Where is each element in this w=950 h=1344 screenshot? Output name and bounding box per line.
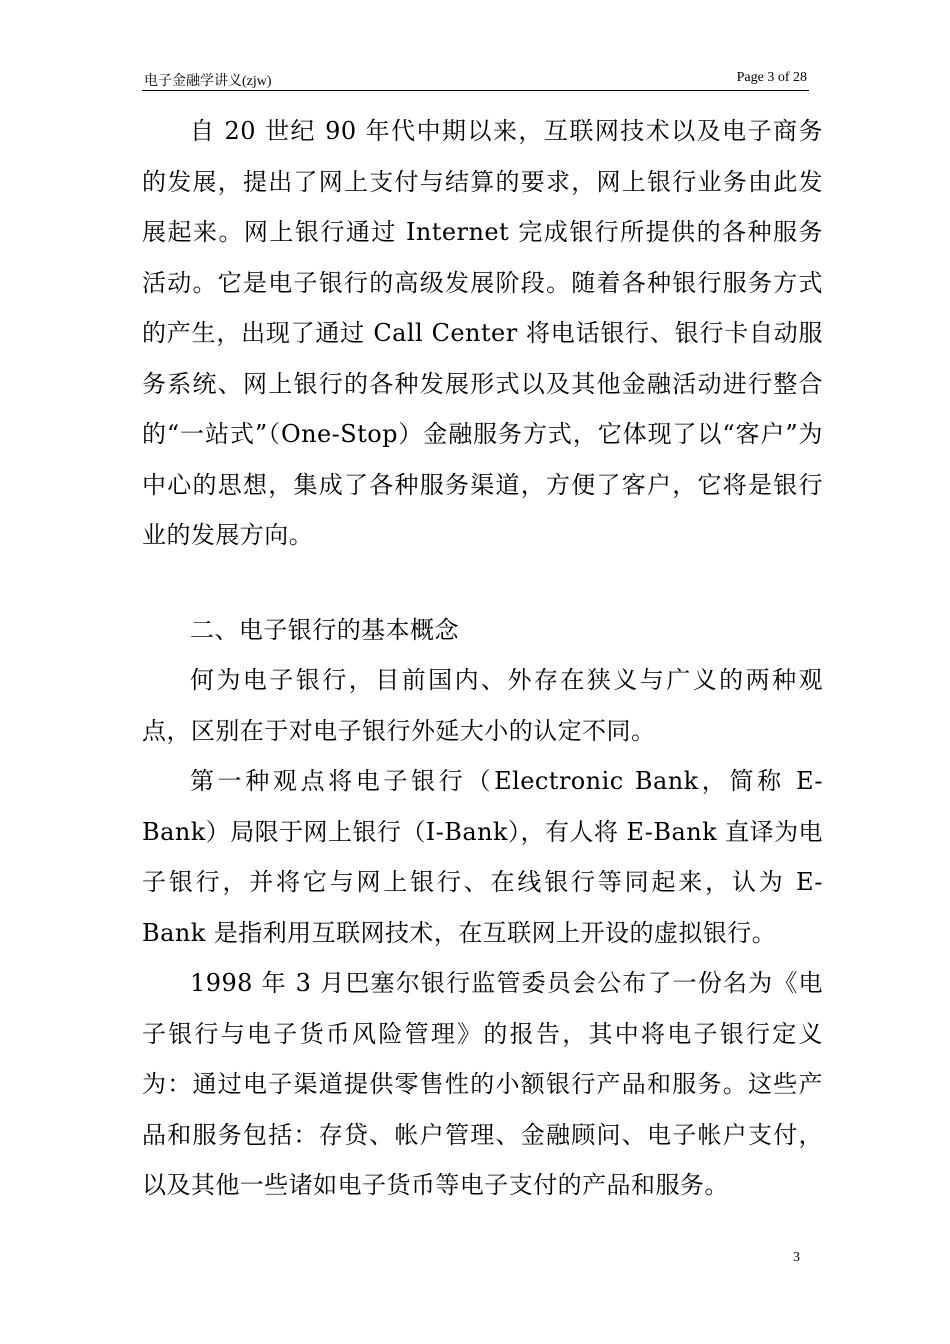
header-page-indicator: Page 3 of 28 xyxy=(736,70,807,85)
paragraph-internet-banking-history: 自 20 世纪 90 年代中期以来，互联网技术以及电子商务的发展，提出了网上支付与结算的要求，网上银行业务由此发展起来。网上银行通过 Internet 完成银行所提供的各种服务活动。它是电子银行的高级发展阶段。随着各种银行服务方式的产生，出现了通过 Call Center 将电话银行、银行卡自动服务系统、网上银行的各种发展形式以及其他金融活动进行整合的“一站式”（One-Stop）金融服务方式，它体现了以“客户”为中心的思想，集成了各种服务渠道，方便了客户，它将是银行业的发展方向。 xyxy=(142,117,823,549)
page-header xyxy=(142,66,809,91)
section-heading: 二、电子银行的基本概念 xyxy=(190,615,459,644)
paragraph-narrow-view: 第一种观点将电子银行（Electronic Bank，简称 E-Bank）局限于网上银行（I-Bank），有人将 E-Bank 直译为电子银行，并将它与网上银行、在线银行等同起来，认为 E-Bank 是指利用互联网技术，在互联网上开设的虚拟银行。 xyxy=(142,767,823,947)
paragraph-definition-intro: 何为电子银行，目前国内、外存在狭义与广义的两种观点，区别在于对电子银行外延大小的认定不同。 xyxy=(142,666,823,745)
document-body xyxy=(142,106,823,1211)
footer-page-number: 3 xyxy=(793,1250,800,1265)
section-spacer xyxy=(142,561,823,605)
paragraph-basel-report: 1998 年 3 月巴塞尔银行监管委员会公布了一份名为《电子银行与电子货币风险管理》的报告，其中将电子银行定义为：通过电子渠道提供零售性的小额银行产品和服务。这些产品和服务包括：存贷、帐户管理、金融顾问、电子帐户支付，以及其他一些诸如电子货币等电子支付的产品和服务。 xyxy=(142,969,823,1199)
header-document-title: 电子金融学讲义(zjw) xyxy=(144,74,272,89)
